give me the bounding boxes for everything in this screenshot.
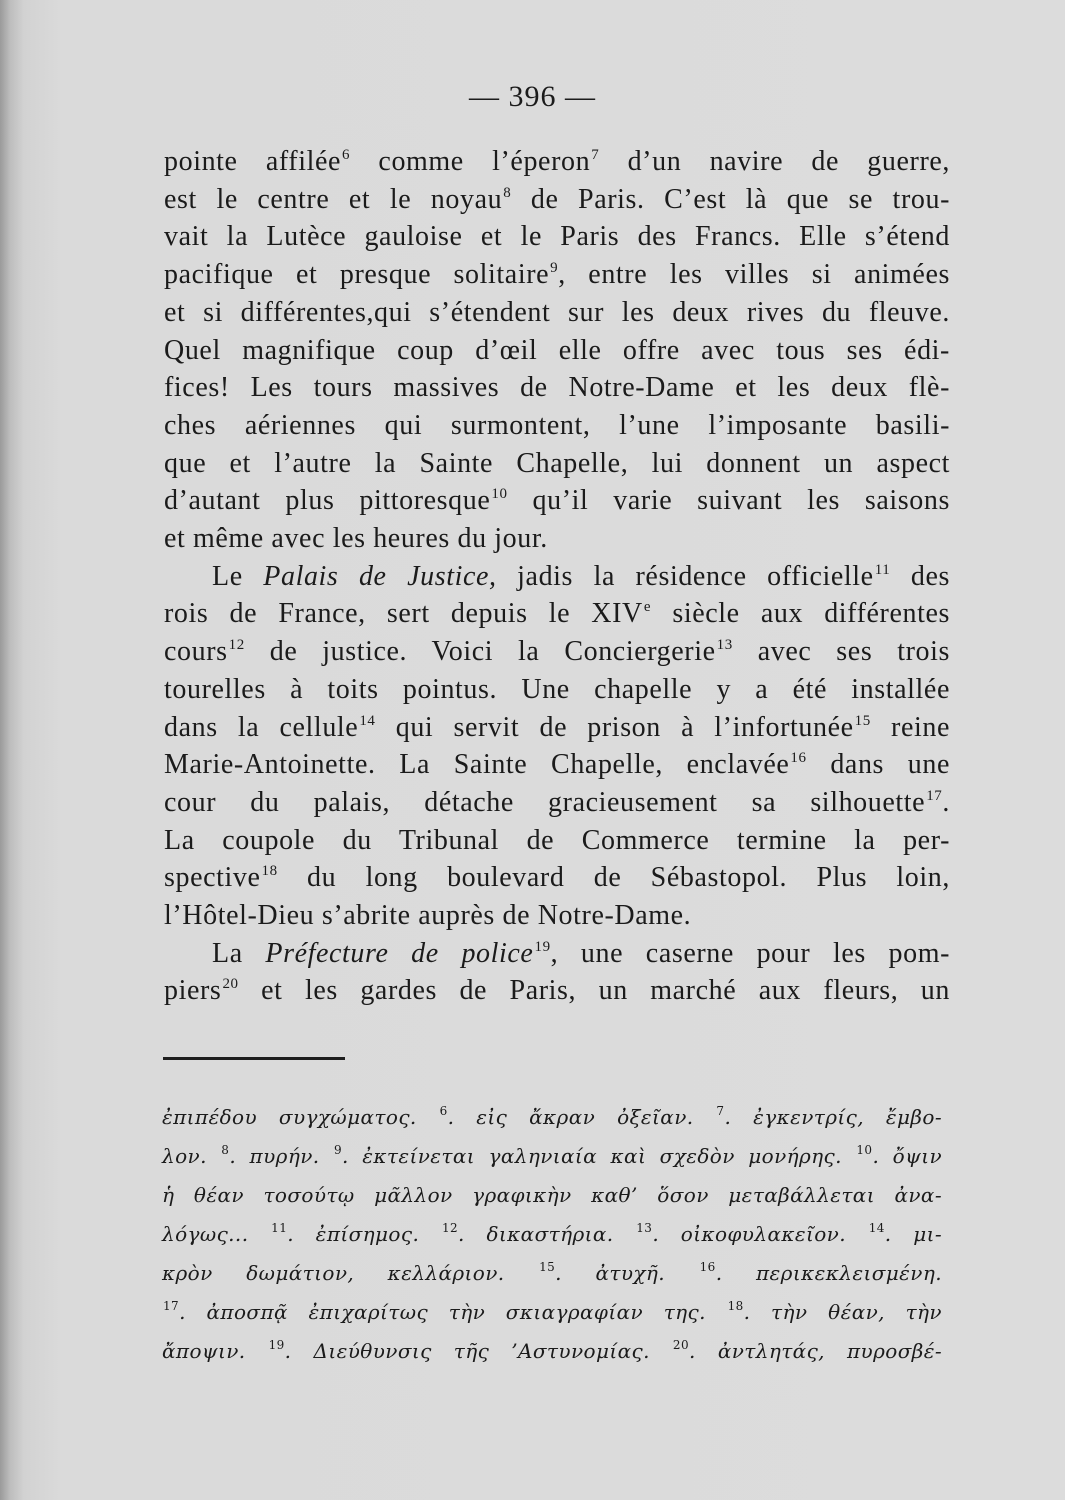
text-line: que et l’autre la Sainte Chapelle, lui donnent un aspect xyxy=(164,447,950,479)
text-line: tourelles à toits pointus. Une chapelle y a été installée xyxy=(164,673,950,705)
text-line: Marie-Antoinette. La Sainte Chapelle, enclavée$^{16}$ dans une xyxy=(164,749,950,781)
text-line: La Préfecture de police$^{19}$, une caserne pour les pom- xyxy=(212,937,951,969)
text-line: fices! Les tours massives de Notre-Dame et les deux flè- xyxy=(164,372,950,404)
main-text xyxy=(164,143,950,1010)
footnote-line: ἡ θέαν τοσούτῳ μᾶλλον γραφικὴν καθ’ ὅσον μεταβάλλεται ἀνα- xyxy=(162,1183,942,1207)
text-line: ches aériennes qui surmontent, l’une l’imposante basili- xyxy=(164,409,950,441)
paragraph-1 xyxy=(164,143,950,558)
text-line: Le Palais de Justice, jadis la résidence officielle$^{11}$ des xyxy=(212,560,950,592)
text-line: pacifique et presque solitaire$^9$, entre les villes si animées xyxy=(164,259,950,291)
footnote-line: λόγως... $^{11}$. ἐπίσημος. $^{12}$. δικαστήρια. $^{13}$. οἰκοφυλακεῖον. $^{14}$. μι- xyxy=(162,1221,943,1246)
paragraph-2 xyxy=(164,558,950,935)
text-line: rois de France, sert depuis le XIVe siècle aux différentes xyxy=(164,598,951,630)
italic-title: Palais de Justice, xyxy=(263,560,497,592)
text-line: spective$^{18}$ du long boulevard de Sébastopol. Plus loin, xyxy=(164,862,950,894)
footnotes xyxy=(162,1098,942,1371)
text-line: Quel magnifique coup d’œil elle offre avec tous ses édi- xyxy=(164,334,950,366)
text-line: piers$^{20}$ et les gardes de Paris, un marché aux fleurs, un xyxy=(164,975,950,1007)
text-line: et si différentes,qui s’étendent sur les deux rives du fleuve. xyxy=(164,296,950,328)
text-line: dans la cellule$^{14}$ qui servit de prison à l’infortunée$^{15}$ reine xyxy=(164,711,951,743)
text-line: l’Hôtel-Dieu s’abrite auprès de Notre-Dame. xyxy=(164,900,692,932)
text-line: est le centre et le noyau$^8$ de Paris. C’est là que se trou- xyxy=(164,183,950,215)
footnote-line: ἐπιπέδου συγχώματος. $^6$. εἰς ἄκραν ὀξεῖαν. $^7$. ἐγκεντρίς, ἔμβο- xyxy=(162,1104,942,1129)
text-line: cour du palais, détache gracieusement sa silhouette$^{17}$. xyxy=(164,786,950,818)
text-line: et même avec les heures du jour. xyxy=(164,523,548,555)
text-line: La coupole du Tribunal de Commerce termine la per- xyxy=(164,824,950,856)
footnote-separator xyxy=(163,1057,345,1060)
footnote-line: ἄποψιν. $^{19}$. Διεύθυνσις τῆς ’Αστυνομίας. $^{20}$. ἀντλητάς, πυροσβέ- xyxy=(162,1338,942,1363)
text-line: pointe affilée$^6$ comme l’éperon$^7$ d’un navire de guerre, xyxy=(164,146,951,177)
page-number: — 396 — xyxy=(469,80,596,113)
paragraph-3 xyxy=(164,935,950,1010)
footnote-line: $^{17}$. ἀποσπᾷ ἐπιχαρίτως τὴν σκιαγραφίαν της. $^{18}$. τὴν θέαν, τὴν xyxy=(163,1299,942,1324)
text-line: cours$^{12}$ de justice. Voici la Conciergerie$^{13}$ avec ses trois xyxy=(164,636,950,668)
text-line: d’autant plus pittoresque$^{10}$ qu’il varie suivant les saisons xyxy=(164,485,951,517)
footnote-line: κρὸν δωμάτιον, κελλάριον. $^{15}$. ἀτυχῆ. $^{16}$. περικεκλεισμένη. xyxy=(162,1260,942,1285)
footnote-line: λον. $^8$. πυρήν. $^9$. ἐκτείνεται γαληνιαία καὶ σχεδὸν μονήρης. $^{10}$. ὄψιν xyxy=(162,1143,943,1168)
text-line: vait la Lutèce gauloise et le Paris des Francs. Elle s’étend xyxy=(164,221,950,253)
italic-title: Préfecture de police xyxy=(265,937,534,969)
